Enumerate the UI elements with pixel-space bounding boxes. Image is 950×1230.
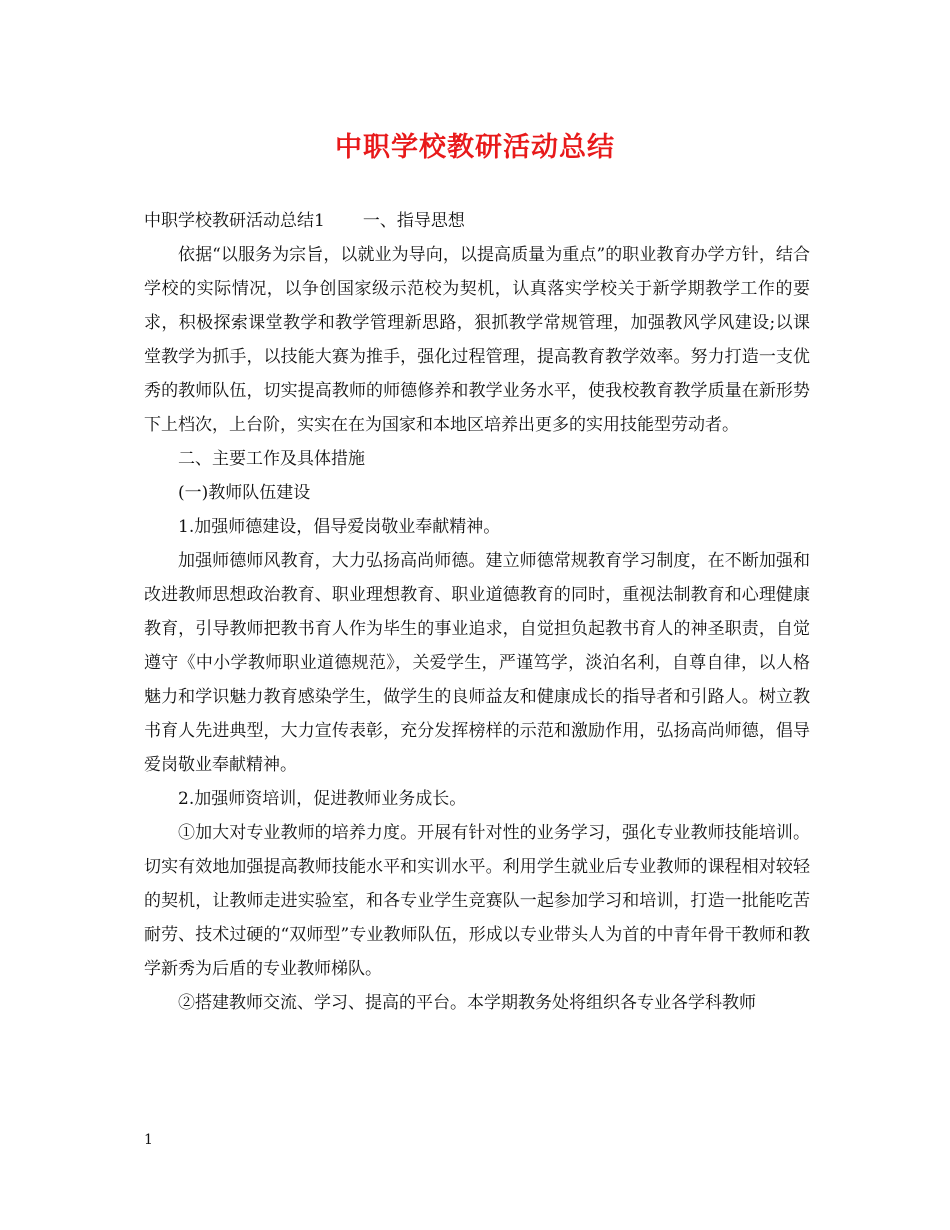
item-heading: 1.加强师德建设，倡导爱岗敬业奉献精神。 — [178, 517, 501, 537]
paragraph: ①加大对专业教师的培养力度。开展有针对性的业务学习，强化专业教师技能培训。切实有效地加强提高教师技能水平和实训水平。利用学生就业后专业教师的课程相对较轻的契机，让教师走进实验室，和各专业学生竞赛队一起参加学习和培训，打造一批能吃苦耐劳、技术过硬的“双师型”专业教师队伍，形成以专业带头人为首的中青年骨干教师和教学新秀为后盾的专业教师梯队。 — [144, 823, 810, 979]
document-body — [144, 204, 810, 1020]
paragraph: ②搭建教师交流、学习、提高的平台。本学期教务处将组织各专业各学科教师 — [178, 993, 756, 1013]
first-line — [144, 204, 810, 238]
section-heading: 二、主要工作及具体措施 — [178, 449, 365, 469]
paragraph: 依据“以服务为宗旨，以就业为导向，以提高质量为重点”的职业教育办学方针，结合学校的实际情况，以争创国家级示范校为契机，认真落实学校关于新学期教学工作的要求，积极探索课堂教学和教学管理新思路，狠抓教学常规管理，加强教风学风建设;以课堂教学为抓手，以技能大赛为推手，强化过程管理，提高教育教学效率。努力打造一支优秀的教师队伍，切实提高教师的师德修养和教学业务水平，使我校教育教学质量在新形势下上档次，上台阶，实实在在为国家和本地区培养出更多的实用技能型劳动者。 — [144, 245, 810, 435]
paragraph: 加强师德师风教育，大力弘扬高尚师德。建立师德常规教育学习制度，在不断加强和改进教师思想政治教育、职业理想教育、职业道德教育的同时，重视法制教育和心理健康教育，引导教师把教书育人作为毕生的事业追求，自觉担负起教书育人的神圣职责，自觉遵守《中小学教师职业道德规范》，关爱学生，严谨笃学，淡泊名利，自尊自律，以人格魅力和学识魅力教育感染学生，做学生的良师益友和健康成长的指导者和引路人。树立教书育人先进典型，大力宣传表彰，充分发挥榜样的示范和激励作用，弘扬高尚师德，倡导爱岗敬业奉献精神。 — [144, 551, 810, 775]
page-number: 1 — [144, 1132, 153, 1148]
document-title: 中职学校教研活动总结 — [335, 132, 615, 163]
item-heading: 2.加强师资培训，促进教师业务成长。 — [178, 789, 467, 809]
doc-label: 中职学校教研活动总结1 — [144, 211, 325, 231]
subsection-heading: (一)教师队伍建设 — [178, 483, 311, 503]
section-heading: 一、指导思想 — [362, 211, 465, 231]
